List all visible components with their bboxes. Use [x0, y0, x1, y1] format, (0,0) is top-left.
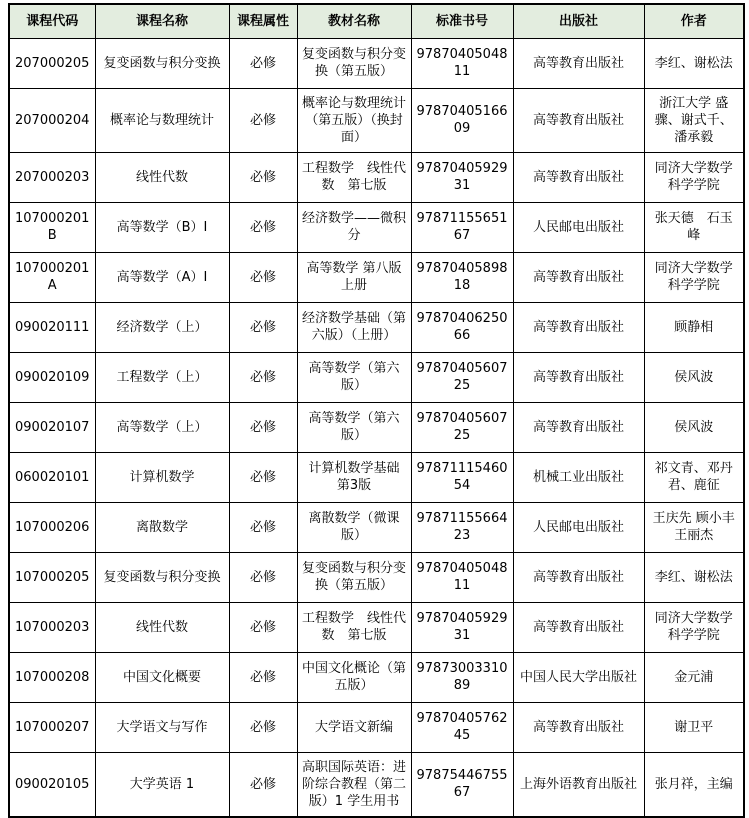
cell-course-attr: 必修 [229, 402, 297, 452]
cell-course-code: 060020101 [9, 452, 95, 502]
cell-course-code: 107000207 [9, 702, 95, 752]
cell-isbn: 9787040560725 [411, 402, 513, 452]
cell-textbook-name: 经济数学——微积分 [297, 202, 411, 252]
cell-author: 浙江大学 盛骤、谢式千、潘承毅 [644, 88, 744, 152]
cell-publisher: 高等教育出版社 [513, 602, 644, 652]
cell-course-code: 107000206 [9, 502, 95, 552]
cell-course-name: 计算机数学 [95, 452, 229, 502]
cell-isbn: 9787040516609 [411, 88, 513, 152]
cell-textbook-name: 中国文化概论（第五版） [297, 652, 411, 702]
cell-publisher: 高等教育出版社 [513, 552, 644, 602]
cell-publisher: 高等教育出版社 [513, 352, 644, 402]
cell-course-code: 107000205 [9, 552, 95, 602]
cell-course-attr: 必修 [229, 352, 297, 402]
cell-course-code: 107000201B [9, 202, 95, 252]
cell-publisher: 高等教育出版社 [513, 152, 644, 202]
column-header-publisher: 出版社 [513, 4, 644, 38]
cell-course-name: 复变函数与积分变换 [95, 38, 229, 88]
table-row [9, 502, 744, 552]
cell-publisher: 高等教育出版社 [513, 302, 644, 352]
cell-course-attr: 必修 [229, 452, 297, 502]
cell-isbn: 9787544675567 [411, 752, 513, 817]
column-header-isbn: 标准书号 [411, 4, 513, 38]
cell-course-code: 107000203 [9, 602, 95, 652]
cell-isbn: 9787040589818 [411, 252, 513, 302]
column-header-course-code: 课程代码 [9, 4, 95, 38]
cell-course-name: 复变函数与积分变换 [95, 552, 229, 602]
cell-course-attr: 必修 [229, 552, 297, 602]
cell-textbook-name: 高职国际英语：进阶综合教程（第二版）1 学生用书 [297, 752, 411, 817]
cell-course-code: 107000208 [9, 652, 95, 702]
table-row [9, 552, 744, 602]
cell-isbn: 9787040504811 [411, 552, 513, 602]
table-row [9, 302, 744, 352]
cell-textbook-name: 复变函数与积分变换（第五版） [297, 552, 411, 602]
cell-textbook-name: 离散数学（微课版） [297, 502, 411, 552]
cell-publisher: 高等教育出版社 [513, 702, 644, 752]
cell-course-attr: 必修 [229, 88, 297, 152]
cell-publisher: 人民邮电出版社 [513, 202, 644, 252]
cell-publisher: 高等教育出版社 [513, 402, 644, 452]
cell-publisher: 高等教育出版社 [513, 88, 644, 152]
cell-textbook-name: 高等数学（第六版） [297, 402, 411, 452]
cell-course-code: 090020105 [9, 752, 95, 817]
cell-textbook-name: 计算机数学基础 第3版 [297, 452, 411, 502]
cell-textbook-name: 高等数学 第八版 上册 [297, 252, 411, 302]
cell-author: 顾静相 [644, 302, 744, 352]
cell-textbook-name: 工程数学 线性代数 第七版 [297, 602, 411, 652]
cell-isbn: 9787300331089 [411, 652, 513, 702]
table-row [9, 88, 744, 152]
cell-course-name: 大学英语 1 [95, 752, 229, 817]
cell-author: 张月祥，主编 [644, 752, 744, 817]
cell-author: 李红、谢松法 [644, 552, 744, 602]
cell-isbn: 9787040576245 [411, 702, 513, 752]
cell-author: 同济大学数学科学学院 [644, 602, 744, 652]
cell-isbn: 9787115565167 [411, 202, 513, 252]
cell-course-code: 090020111 [9, 302, 95, 352]
cell-author: 同济大学数学科学学院 [644, 252, 744, 302]
cell-publisher: 高等教育出版社 [513, 38, 644, 88]
header-row [9, 4, 744, 38]
cell-course-name: 工程数学（上） [95, 352, 229, 402]
column-header-author: 作者 [644, 4, 744, 38]
cell-course-name: 大学语文与写作 [95, 702, 229, 752]
cell-author: 张天德 石玉峰 [644, 202, 744, 252]
table-row [9, 702, 744, 752]
cell-author: 金元浦 [644, 652, 744, 702]
cell-course-attr: 必修 [229, 152, 297, 202]
cell-publisher: 人民邮电出版社 [513, 502, 644, 552]
cell-textbook-name: 高等数学（第六版） [297, 352, 411, 402]
cell-publisher: 高等教育出版社 [513, 252, 644, 302]
cell-course-name: 高等数学（A）Ⅰ [95, 252, 229, 302]
cell-course-name: 中国文化概要 [95, 652, 229, 702]
table-row [9, 352, 744, 402]
cell-isbn: 9787040625066 [411, 302, 513, 352]
table-row [9, 652, 744, 702]
cell-textbook-name: 工程数学 线性代数 第七版 [297, 152, 411, 202]
cell-course-attr: 必修 [229, 38, 297, 88]
column-header-course-name: 课程名称 [95, 4, 229, 38]
cell-author: 王庆先 顾小丰 王丽杰 [644, 502, 744, 552]
table-row [9, 752, 744, 817]
table-row [9, 402, 744, 452]
cell-course-attr: 必修 [229, 652, 297, 702]
cell-course-name: 高等数学（上） [95, 402, 229, 452]
cell-course-code: 207000203 [9, 152, 95, 202]
cell-author: 祁文青、邓丹君、鹿征 [644, 452, 744, 502]
cell-course-name: 离散数学 [95, 502, 229, 552]
cell-isbn: 9787040560725 [411, 352, 513, 402]
cell-course-attr: 必修 [229, 752, 297, 817]
table-row [9, 152, 744, 202]
cell-textbook-name: 经济数学基础（第六版）（上册） [297, 302, 411, 352]
table-row [9, 202, 744, 252]
cell-textbook-name: 概率论与数理统计（第五版）（换封面） [297, 88, 411, 152]
cell-author: 同济大学数学科学学院 [644, 152, 744, 202]
cell-isbn: 9787111546054 [411, 452, 513, 502]
cell-course-name: 高等数学（B）Ⅰ [95, 202, 229, 252]
table-row [9, 452, 744, 502]
cell-course-attr: 必修 [229, 202, 297, 252]
cell-course-code: 207000205 [9, 38, 95, 88]
table-row [9, 602, 744, 652]
cell-course-name: 经济数学（上） [95, 302, 229, 352]
cell-author: 侯风波 [644, 352, 744, 402]
cell-course-code: 090020109 [9, 352, 95, 402]
cell-textbook-name: 大学语文新编 [297, 702, 411, 752]
cell-isbn: 9787040504811 [411, 38, 513, 88]
cell-isbn: 9787040592931 [411, 152, 513, 202]
column-header-course-attr: 课程属性 [229, 4, 297, 38]
cell-textbook-name: 复变函数与积分变换（第五版） [297, 38, 411, 88]
table-row [9, 38, 744, 88]
table-row [9, 252, 744, 302]
cell-author: 侯风波 [644, 402, 744, 452]
cell-course-code: 207000204 [9, 88, 95, 152]
cell-isbn: 9787040592931 [411, 602, 513, 652]
cell-course-name: 线性代数 [95, 602, 229, 652]
cell-course-code: 107000201A [9, 252, 95, 302]
cell-course-attr: 必修 [229, 702, 297, 752]
cell-author: 谢卫平 [644, 702, 744, 752]
column-header-textbook: 教材名称 [297, 4, 411, 38]
cell-publisher: 中国人民大学出版社 [513, 652, 644, 702]
cell-publisher: 机械工业出版社 [513, 452, 644, 502]
cell-course-attr: 必修 [229, 302, 297, 352]
cell-course-attr: 必修 [229, 602, 297, 652]
cell-course-name: 概率论与数理统计 [95, 88, 229, 152]
course-textbook-table [8, 3, 745, 818]
cell-course-attr: 必修 [229, 252, 297, 302]
cell-isbn: 9787115566423 [411, 502, 513, 552]
cell-course-attr: 必修 [229, 502, 297, 552]
cell-author: 李红、谢松法 [644, 38, 744, 88]
cell-publisher: 上海外语教育出版社 [513, 752, 644, 817]
cell-course-code: 090020107 [9, 402, 95, 452]
cell-course-name: 线性代数 [95, 152, 229, 202]
